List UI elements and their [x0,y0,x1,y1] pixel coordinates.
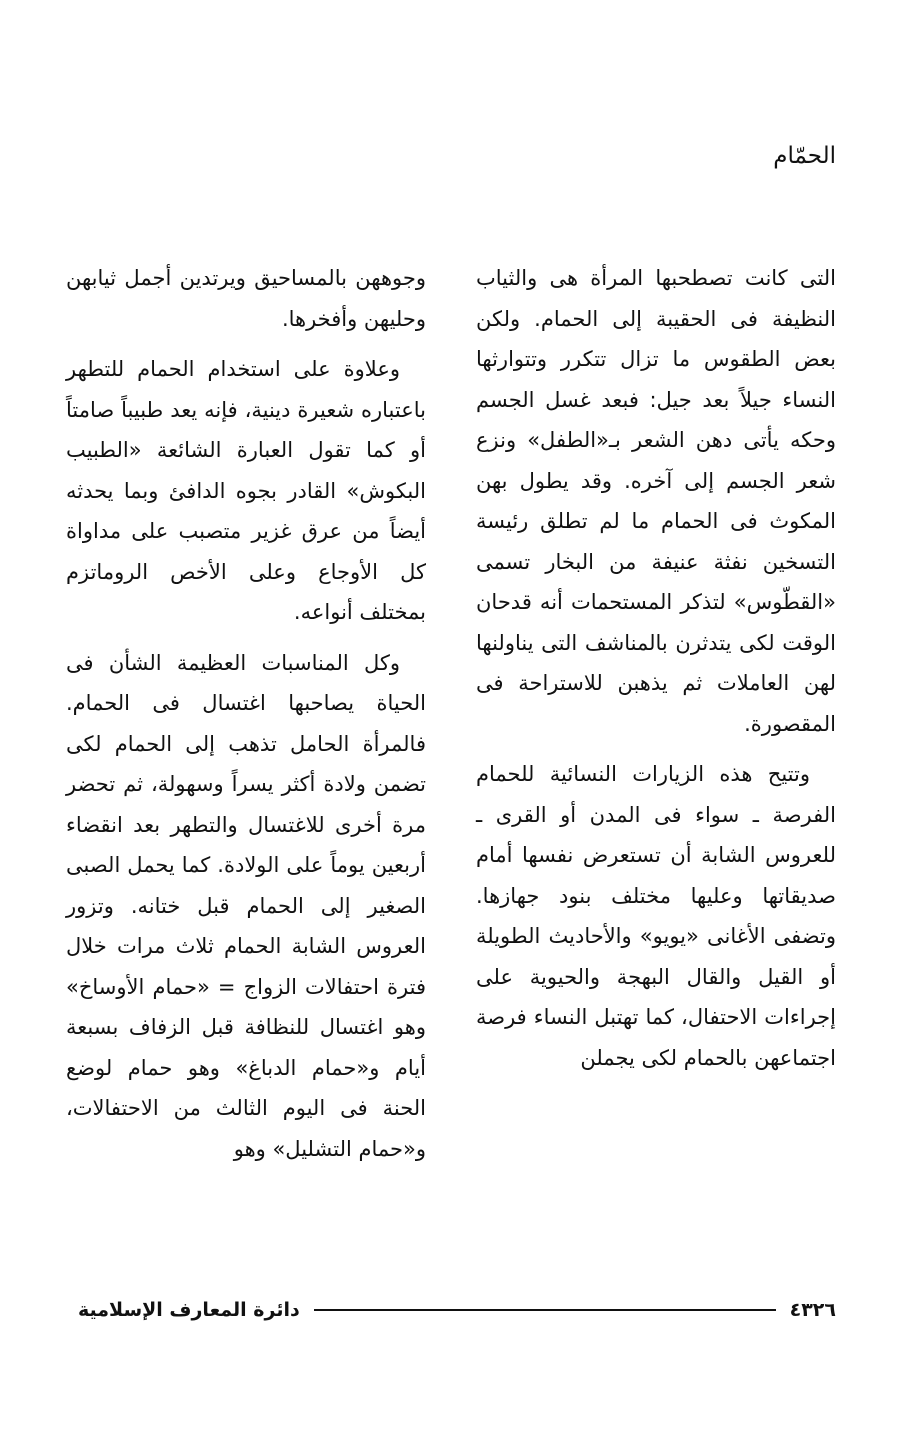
right-column-paragraph-2: وتتيح هذه الزيارات النسائية للحمام الفرصة ـ سواء فى المدن أو القرى ـ للعروس الشابة أن تستعرض نفسها أمام صديقاتها وعليها مختلف بنود جهازها. وتضفى الأغانى «يويو» والأحاديث الطويلة أو القيل والقال البهجة والحيوية على إجراءات الاحتفال، كما تهتبل النساء فرصة اجتماعهن بالحمام لكى يجملن [476,762,836,1070]
right-column-paragraph-1: التى كانت تصطحبها المرأة هى والثياب النظيفة فى الحقيبة إلى الحمام. ولكن بعض الطقوس ما تزال تتكرر وتتوارثها النساء جيلاً بعد جيل: فبعد غسل الجسم وحكه يأتى دهن الشعر بـ«الطفل» ونزع شعر الجسم إلى آخره. وقد يطول بهن المكوث فى الحمام ما لم تطلق رئيسة التسخين نفثة عنيفة من البخار تسمى «القطّوس» لتذكر المستحمات أنه قدحان الوقت لكى يتدثرن بالمناشف التى يناولنها لهن العاملات ثم يذهبن للاستراحة فى المقصورة. [476,266,836,736]
right-column [476,258,836,1078]
page-footer [78,1290,836,1330]
running-header: الحمّام [773,143,836,169]
left-column-paragraph-2: وعلاوة على استخدام الحمام للتطهر باعتباره شعيرة دينية، فإنه يعد طبيباً صامتاً أو كما تقول العبارة الشائعة «الطبيب البكوش» القادر بجوه الدافئ وبما يحدثه أيضاً من عرق غزير متصبب على مداواة كل الأوجاع وعلى الأخص الروماتزم بمختلف أنواعه. [66,357,426,624]
left-column-paragraph-3: وكل المناسبات العظيمة الشأن فى الحياة يصاحبها اغتسال فى الحمام. فالمرأة الحامل تذهب إلى الحمام لكى تضمن ولادة أكثر يسراً وسهولة، ثم تحضر مرة أخرى للاغتسال والتطهر بعد انقضاء أربعين يوماً على الولادة. كما يحمل الصبى الصغير إلى الحمام قبل ختانه. وتزور العروس الشابة الحمام ثلاث مرات خلال فترة احتفالات الزواج = «حمام الأوساخ» وهو اغتسال للنظافة قبل الزفاف بسبعة أيام و«حمام الدباغ» وهو حمام لوضع الحنة فى اليوم الثالث من الاحتفالات، و«حمام التشليل» وهو [66,650,426,1161]
page-number: ٤٣٢٦ [789,1299,836,1321]
left-column [66,258,426,1169]
publication-name: دائرة المعارف الإسلامية [78,1299,300,1321]
footer-rule [314,1309,776,1311]
left-column-paragraph-1: وجوههن بالمساحيق ويرتدين أجمل ثيابهن وحليهن وأفخرها. [66,266,426,331]
